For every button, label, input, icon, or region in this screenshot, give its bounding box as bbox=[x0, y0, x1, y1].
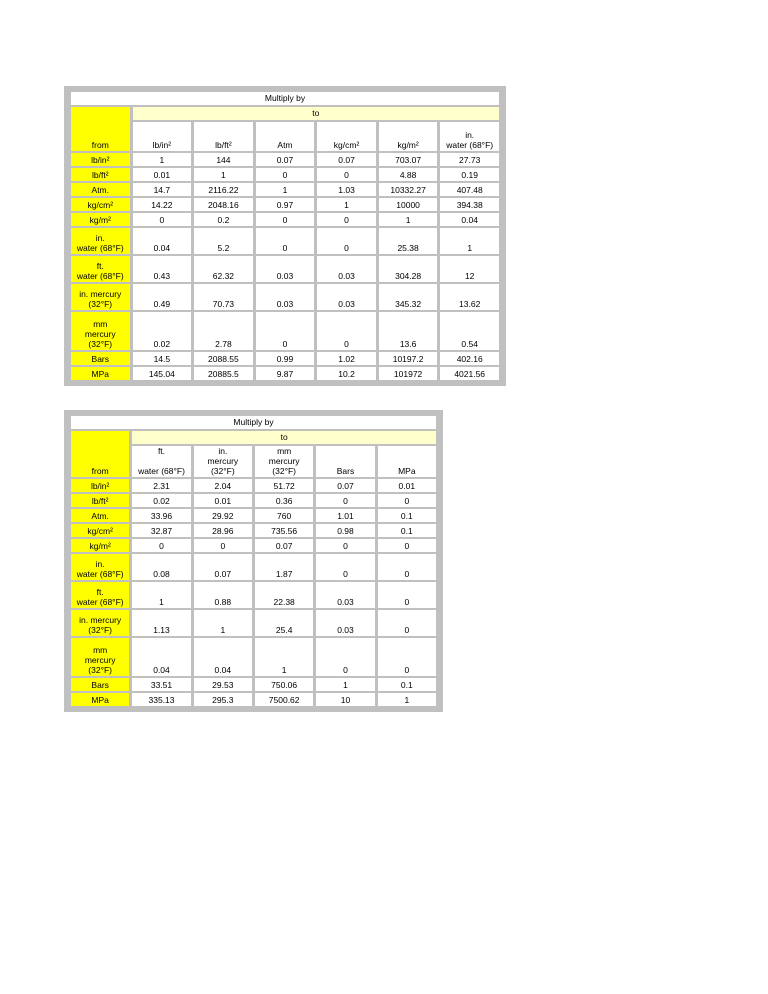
table-cell: 5.2 bbox=[194, 228, 253, 254]
row-label: mm mercury (32°F) bbox=[71, 638, 129, 676]
table-cell: 703.07 bbox=[379, 153, 438, 166]
table-cell: 10332.27 bbox=[379, 183, 438, 196]
table-cell: 304.28 bbox=[379, 256, 438, 282]
table-cell: 29.92 bbox=[194, 509, 252, 522]
table-cell: 295.3 bbox=[194, 693, 252, 706]
table-cell: 0 bbox=[256, 213, 315, 226]
table-cell: 13.62 bbox=[440, 284, 499, 310]
table-cell: 0.04 bbox=[194, 638, 252, 676]
table-cell: 51.72 bbox=[255, 479, 313, 492]
from-header: from bbox=[71, 431, 129, 477]
row-label: Bars bbox=[71, 678, 129, 691]
row-label: kg/m² bbox=[71, 539, 129, 552]
table-cell: 1.13 bbox=[132, 610, 190, 636]
table-cell: 10.2 bbox=[317, 367, 376, 380]
table-cell: 0.03 bbox=[316, 582, 374, 608]
to-header: to bbox=[133, 107, 499, 120]
table-cell: 12 bbox=[440, 256, 499, 282]
table-cell: 0 bbox=[194, 539, 252, 552]
column-header: in. water (68°F) bbox=[440, 122, 499, 151]
row-label: Atm. bbox=[71, 183, 130, 196]
conversion-table-1 bbox=[64, 86, 506, 386]
row-label: lb/in² bbox=[71, 479, 129, 492]
column-header: lb/ft² bbox=[194, 122, 253, 151]
table-cell: 0.07 bbox=[317, 153, 376, 166]
table-cell: 14.7 bbox=[133, 183, 192, 196]
table-row bbox=[71, 582, 436, 608]
table-cell: 2116.22 bbox=[194, 183, 253, 196]
table-row bbox=[71, 509, 436, 522]
from-header: from bbox=[71, 107, 130, 151]
row-label: MPa bbox=[71, 693, 129, 706]
table-cell: 10 bbox=[316, 693, 374, 706]
table-cell: 0.49 bbox=[133, 284, 192, 310]
table-cell: 0.03 bbox=[256, 256, 315, 282]
table-cell: 0.03 bbox=[256, 284, 315, 310]
table-cell: 25.4 bbox=[255, 610, 313, 636]
row-label: lb/ft² bbox=[71, 494, 129, 507]
table-cell: 0.43 bbox=[133, 256, 192, 282]
table-cell: 0.19 bbox=[440, 168, 499, 181]
table-cell: 145.04 bbox=[133, 367, 192, 380]
table-row bbox=[71, 228, 499, 254]
table-cell: 2.31 bbox=[132, 479, 190, 492]
table-cell: 0.04 bbox=[440, 213, 499, 226]
table-cell: 0.03 bbox=[317, 284, 376, 310]
table-cell: 0.97 bbox=[256, 198, 315, 211]
table-cell: 0.04 bbox=[132, 638, 190, 676]
table-cell: 0.07 bbox=[255, 539, 313, 552]
table-cell: 0 bbox=[133, 213, 192, 226]
table-cell: 13.6 bbox=[379, 312, 438, 350]
table-cell: 335.13 bbox=[132, 693, 190, 706]
table-2 bbox=[68, 414, 439, 708]
row-label: kg/m² bbox=[71, 213, 130, 226]
table-cell: 0 bbox=[317, 213, 376, 226]
table-row bbox=[71, 367, 499, 380]
table-cell: 1 bbox=[378, 693, 436, 706]
table-cell: 28.96 bbox=[194, 524, 252, 537]
table-row bbox=[71, 153, 499, 166]
table-title: Multiply by bbox=[71, 416, 436, 429]
row-label: in. mercury (32°F) bbox=[71, 610, 129, 636]
table-cell: 1 bbox=[194, 168, 253, 181]
table-row bbox=[71, 693, 436, 706]
column-header: Atm bbox=[256, 122, 315, 151]
table-cell: 0.1 bbox=[378, 524, 436, 537]
row-label: in. mercury (32°F) bbox=[71, 284, 130, 310]
row-label: kg/cm² bbox=[71, 524, 129, 537]
to-header: to bbox=[132, 431, 436, 444]
table-cell: 0.04 bbox=[133, 228, 192, 254]
table-cell: 0.02 bbox=[132, 494, 190, 507]
table-cell: 0.1 bbox=[378, 509, 436, 522]
table-cell: 1 bbox=[379, 213, 438, 226]
table-row bbox=[71, 256, 499, 282]
table-cell: 760 bbox=[255, 509, 313, 522]
column-header: MPa bbox=[378, 446, 436, 477]
table-cell: 0.01 bbox=[378, 479, 436, 492]
table-cell: 0.98 bbox=[316, 524, 374, 537]
table-cell: 1 bbox=[256, 183, 315, 196]
table-cell: 1 bbox=[440, 228, 499, 254]
row-label: in. water (68°F) bbox=[71, 228, 130, 254]
table-row bbox=[71, 213, 499, 226]
table-cell: 407.48 bbox=[440, 183, 499, 196]
row-label: ft. water (68°F) bbox=[71, 256, 130, 282]
table-cell: 0.07 bbox=[316, 479, 374, 492]
column-header: ft. water (68°F) bbox=[132, 446, 190, 477]
table-cell: 70.73 bbox=[194, 284, 253, 310]
table-cell: 0.03 bbox=[316, 610, 374, 636]
table-cell: 750.06 bbox=[255, 678, 313, 691]
table-cell: 394.38 bbox=[440, 198, 499, 211]
table-row bbox=[71, 183, 499, 196]
table-cell: 2.04 bbox=[194, 479, 252, 492]
table-cell: 4.88 bbox=[379, 168, 438, 181]
table-cell: 0 bbox=[316, 554, 374, 580]
table-cell: 1 bbox=[133, 153, 192, 166]
row-label: Bars bbox=[71, 352, 130, 365]
table-cell: 1.01 bbox=[316, 509, 374, 522]
table-cell: 0.07 bbox=[256, 153, 315, 166]
table-cell: 1 bbox=[194, 610, 252, 636]
column-header: lb/in² bbox=[133, 122, 192, 151]
table-row bbox=[71, 352, 499, 365]
row-label: MPa bbox=[71, 367, 130, 380]
table-cell: 25.38 bbox=[379, 228, 438, 254]
table-cell: 0 bbox=[378, 539, 436, 552]
table-cell: 20885.5 bbox=[194, 367, 253, 380]
row-label: in. water (68°F) bbox=[71, 554, 129, 580]
table-row bbox=[71, 554, 436, 580]
table-cell: 1 bbox=[317, 198, 376, 211]
row-label: Atm. bbox=[71, 509, 129, 522]
table-cell: 0 bbox=[378, 582, 436, 608]
column-header: in. mercury (32°F) bbox=[194, 446, 252, 477]
table-cell: 4021.56 bbox=[440, 367, 499, 380]
table-cell: 9.87 bbox=[256, 367, 315, 380]
column-header: mm mercury (32°F) bbox=[255, 446, 313, 477]
table-cell: 0 bbox=[317, 168, 376, 181]
table-cell: 0 bbox=[256, 168, 315, 181]
table-cell: 0.07 bbox=[194, 554, 252, 580]
column-header: kg/cm² bbox=[317, 122, 376, 151]
table-cell: 345.32 bbox=[379, 284, 438, 310]
table-cell: 33.96 bbox=[132, 509, 190, 522]
table-cell: 0.1 bbox=[378, 678, 436, 691]
table-1 bbox=[68, 90, 502, 382]
table-cell: 29.53 bbox=[194, 678, 252, 691]
table-cell: 1 bbox=[316, 678, 374, 691]
table-row bbox=[71, 524, 436, 537]
table-cell: 1.02 bbox=[317, 352, 376, 365]
table-row bbox=[71, 638, 436, 676]
table-row bbox=[71, 168, 499, 181]
table-cell: 0 bbox=[316, 638, 374, 676]
table-row bbox=[71, 539, 436, 552]
table-cell: 1 bbox=[132, 582, 190, 608]
table-cell: 0.03 bbox=[317, 256, 376, 282]
table-cell: 0.54 bbox=[440, 312, 499, 350]
table-cell: 735.56 bbox=[255, 524, 313, 537]
table-cell: 0 bbox=[317, 228, 376, 254]
table-cell: 14.22 bbox=[133, 198, 192, 211]
table-cell: 2.78 bbox=[194, 312, 253, 350]
table-cell: 0.08 bbox=[132, 554, 190, 580]
column-header: Bars bbox=[316, 446, 374, 477]
table-row bbox=[71, 479, 436, 492]
table-cell: 0 bbox=[378, 554, 436, 580]
conversion-table-2 bbox=[64, 410, 443, 712]
table-cell: 0.2 bbox=[194, 213, 253, 226]
table-cell: 0 bbox=[132, 539, 190, 552]
table-cell: 0.99 bbox=[256, 352, 315, 365]
table-cell: 101972 bbox=[379, 367, 438, 380]
table-cell: 2048.16 bbox=[194, 198, 253, 211]
table-cell: 27.73 bbox=[440, 153, 499, 166]
table-row bbox=[71, 198, 499, 211]
table-cell: 10197.2 bbox=[379, 352, 438, 365]
table-cell: 0 bbox=[256, 228, 315, 254]
table-cell: 144 bbox=[194, 153, 253, 166]
table-cell: 0 bbox=[317, 312, 376, 350]
table-cell: 0 bbox=[316, 494, 374, 507]
row-label: lb/in² bbox=[71, 153, 130, 166]
table-title: Multiply by bbox=[71, 92, 499, 105]
table-cell: 1.03 bbox=[317, 183, 376, 196]
row-label: kg/cm² bbox=[71, 198, 130, 211]
row-label: mm mercury (32°F) bbox=[71, 312, 130, 350]
table-row bbox=[71, 284, 499, 310]
table-cell: 0.02 bbox=[133, 312, 192, 350]
table-cell: 22.38 bbox=[255, 582, 313, 608]
table-cell: 1 bbox=[255, 638, 313, 676]
row-label: ft. water (68°F) bbox=[71, 582, 129, 608]
table-cell: 14.5 bbox=[133, 352, 192, 365]
table-cell: 0.36 bbox=[255, 494, 313, 507]
table-cell: 0 bbox=[378, 494, 436, 507]
table-cell: 0 bbox=[378, 610, 436, 636]
table-row bbox=[71, 494, 436, 507]
row-label: lb/ft² bbox=[71, 168, 130, 181]
table-cell: 7500.62 bbox=[255, 693, 313, 706]
table-cell: 1.87 bbox=[255, 554, 313, 580]
table-cell: 0 bbox=[378, 638, 436, 676]
table-cell: 0.88 bbox=[194, 582, 252, 608]
table-cell: 402.16 bbox=[440, 352, 499, 365]
table-cell: 33.51 bbox=[132, 678, 190, 691]
table-cell: 62.32 bbox=[194, 256, 253, 282]
table-cell: 0.01 bbox=[194, 494, 252, 507]
column-header: kg/m² bbox=[379, 122, 438, 151]
table-cell: 0.01 bbox=[133, 168, 192, 181]
table-cell: 2088.55 bbox=[194, 352, 253, 365]
table-row bbox=[71, 678, 436, 691]
table-cell: 0 bbox=[316, 539, 374, 552]
table-row bbox=[71, 610, 436, 636]
table-cell: 0 bbox=[256, 312, 315, 350]
table-cell: 10000 bbox=[379, 198, 438, 211]
table-row bbox=[71, 312, 499, 350]
table-cell: 32.87 bbox=[132, 524, 190, 537]
